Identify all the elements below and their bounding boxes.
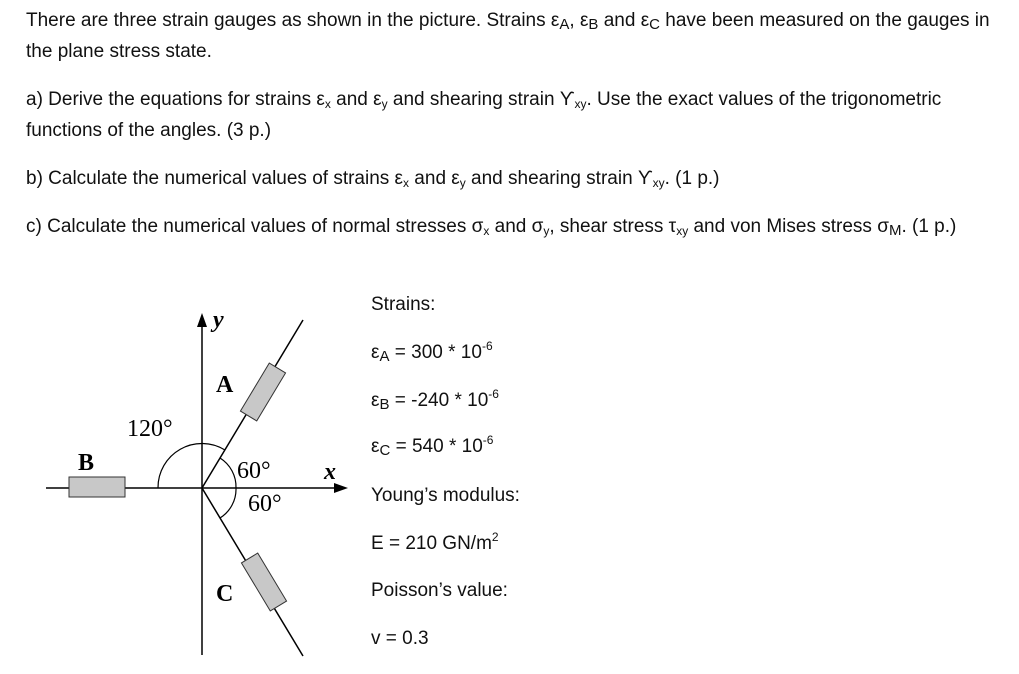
strain-c-value: $\varepsilon_C = 540 * 10^{-6}$ xyxy=(371,433,494,459)
gauge-b xyxy=(69,477,125,497)
strain-gauge-diagram xyxy=(40,305,360,663)
question-c: c) Calculate the numerical values of normal stresses $\sigma_x$ and $\sigma_y$, shear stress $\tau_{xy}$ and von Mises stress $\sigma_M$. (1 p.) xyxy=(26,216,957,239)
poisson-heading: Poisson’s value: xyxy=(371,580,508,601)
angle-a-label: 60° xyxy=(237,458,271,484)
gauge-c-label: C xyxy=(216,581,234,607)
y-axis-arrowhead xyxy=(197,313,207,327)
y-axis-label: y xyxy=(213,307,224,333)
gauge-c xyxy=(241,553,286,611)
gauge-b-label: B xyxy=(78,450,95,476)
problem-intro: There are three strain gauges as shown in the picture. Strains $\varepsilon_A$, $\varepsilon_B$ and $\varepsilon_C$ have been measured on the gauges in the plane stress state. xyxy=(26,10,990,62)
angle-arc-c xyxy=(220,488,236,518)
x-axis-arrowhead xyxy=(334,483,348,493)
strains-heading: Strains: xyxy=(371,294,436,315)
strain-a-value: $\varepsilon_A = 300 * 10^{-6}$ xyxy=(371,339,493,365)
angle-arc-a xyxy=(220,458,236,488)
angle-b-label: 120° xyxy=(127,416,173,442)
diagram-svg xyxy=(40,305,360,657)
x-axis-label: x xyxy=(324,459,336,485)
poisson-value: v = 0.3 xyxy=(371,628,429,649)
question-b: b) Calculate the numerical values of strains $\varepsilon_x$ and $\varepsilon_y$ and shearing strain $ϒ_{xy}$. (1 p.) xyxy=(26,168,720,190)
gauge-a-label: A xyxy=(216,372,234,398)
youngs-modulus-value: E = 210 $GN/m^2$ xyxy=(371,530,499,554)
angle-c-label: 60° xyxy=(248,491,282,517)
youngs-modulus-heading: Young’s modulus: xyxy=(371,485,520,506)
strain-b-value: $\varepsilon_B = -240 * 10^{-6}$ xyxy=(371,387,499,413)
gauge-a xyxy=(240,363,285,421)
question-a: a) Derive the equations for strains $\varepsilon_x$ and $\varepsilon_y$ and shearing strain $ϒ_{xy}$. Use the exact values of the trigonometric functions of the angles. (3 p.) xyxy=(26,89,942,141)
